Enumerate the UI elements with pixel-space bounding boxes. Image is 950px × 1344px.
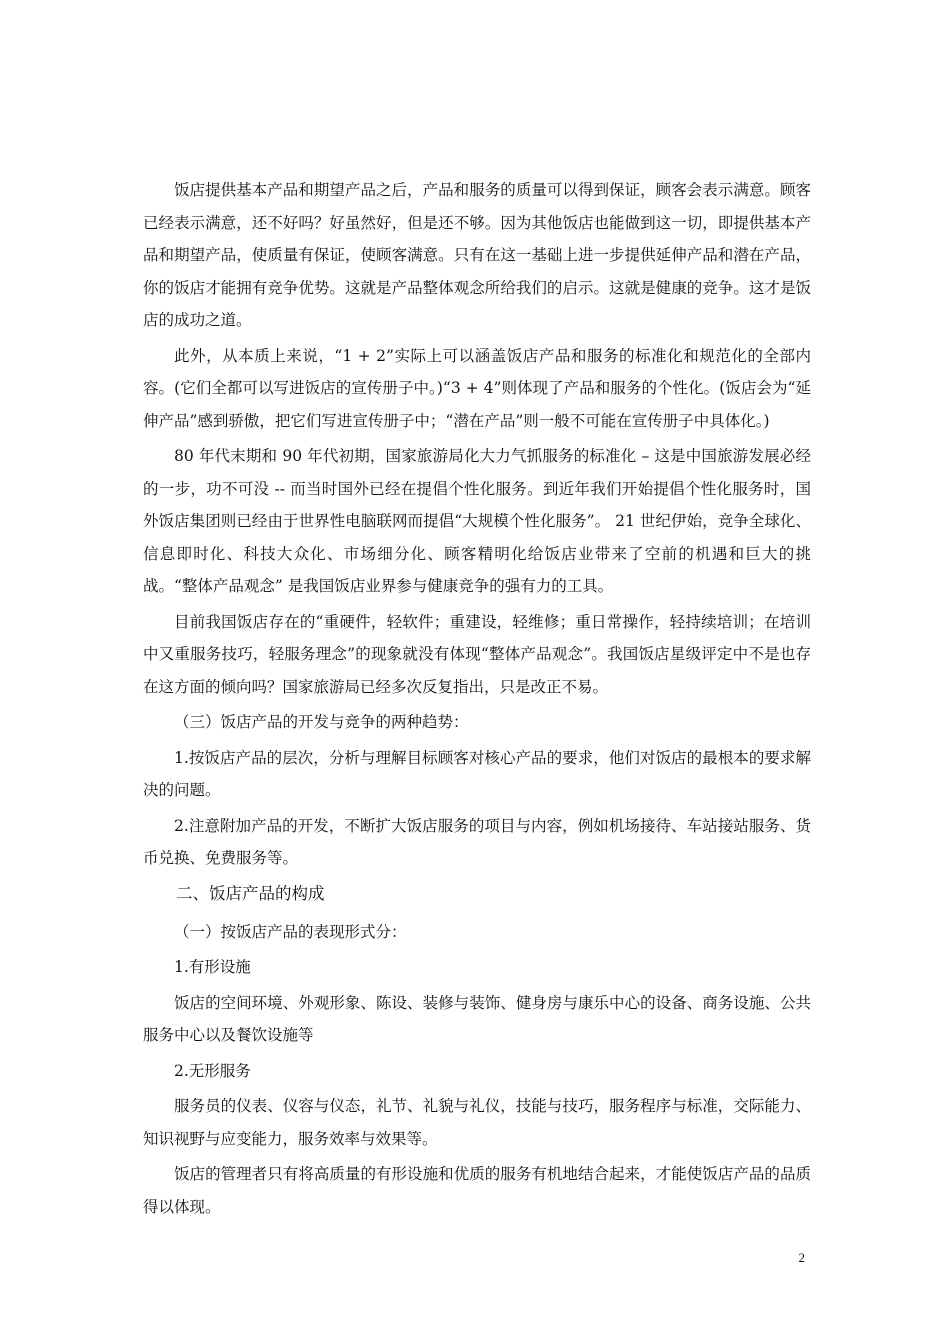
page-number: 2 — [798, 1250, 805, 1265]
section-heading: 二、饭店产品的构成 — [176, 883, 325, 903]
subsection-heading: （三）饭店产品的开发与竞争的两种趋势： — [174, 713, 469, 731]
paragraph: 此外，从本质上来说，“1 + 2”实际上可以涵盖饭店产品和服务的标准化和规范化的全部内容。(它们全都可以写进饭店的宣传册子中。)“3 + 4”则体现了产品和服务的个性化。(饭店会为“延伸产品”感到骄傲，把它们写进宣传册子中；“潜在产品”则一般不可能在宣传册子中具体化。) — [143, 346, 811, 430]
item-title: 2.无形服务 — [174, 1061, 251, 1080]
subsection-heading: （一）按饭店产品的表现形式分： — [174, 922, 407, 941]
page-body — [143, 174, 811, 1226]
list-item: 1.按饭店产品的层次，分析与理解目标顾客对核心产品的要求，他们对饭店的最根本的要求解决的问题。 — [143, 748, 811, 799]
paragraph: 服务员的仪表、仪容与仪态，礼节、礼貌与礼仪，技能与技巧，服务程序与标准，交际能力、知识视野与应变能力，服务效率与效果等。 — [143, 1097, 811, 1148]
paragraph: 饭店的管理者只有将高质量的有形设施和优质的服务有机地结合起来，才能使饭店产品的品质得以体现。 — [143, 1165, 811, 1216]
list-item: 2.注意附加产品的开发，不断扩大饭店服务的项目与内容，例如机场接待、车站接站服务、货币兑换、免费服务等。 — [143, 816, 811, 867]
paragraph: 目前我国饭店存在的“重硬件，轻软件；重建设，轻维修；重日常操作，轻持续培训；在培训中又重服务技巧，轻服务理念”的现象就没有体现“整体产品观念”。我国饭店星级评定中不是也存在这方面的倾向吗？国家旅游局已经多次反复指出，只是改正不易。 — [143, 612, 811, 696]
item-title: 1.有形设施 — [174, 958, 251, 976]
paragraph: 饭店提供基本产品和期望产品之后，产品和服务的质量可以得到保证，顾客会表示满意。顾客已经表示满意，还不好吗？好虽然好，但是还不够。因为其他饭店也能做到这一切，即提供基本产品和期望产品，使质量有保证，使顾客满意。只有在这一基础上进一步提供延伸产品和潜在产品，你的饭店才能拥有竞争优势。这就是产品整体观念所给我们的启示。这就是健康的竞争。这才是饭店的成功之道。 — [143, 181, 811, 329]
paragraph: 饭店的空间环境、外观形象、陈设、装修与装饰、健身房与康乐中心的设备、商务设施、公共服务中心以及餐饮设施等 — [143, 993, 811, 1044]
paragraph: 80 年代末期和 90 年代初期，国家旅游局化大力气抓服务的标准化 – 这是中国旅游发展必经的一步，功不可没 -- 而当时国外已经在提倡个性化服务。到近年我们开始提倡个性化服务时，国外饭店集团则已经由于世界性电脑联网而提倡“大规模个性化服务”。 21 世纪伊始，竞争全球化、信息即时化、科技大众化、市场细分化、顾客精明化给饭店业带来了空前的机遇和巨大的挑战。“整体产品观念” 是我国饭店业界参与健康竞争的强有力的工具。 — [143, 447, 811, 595]
